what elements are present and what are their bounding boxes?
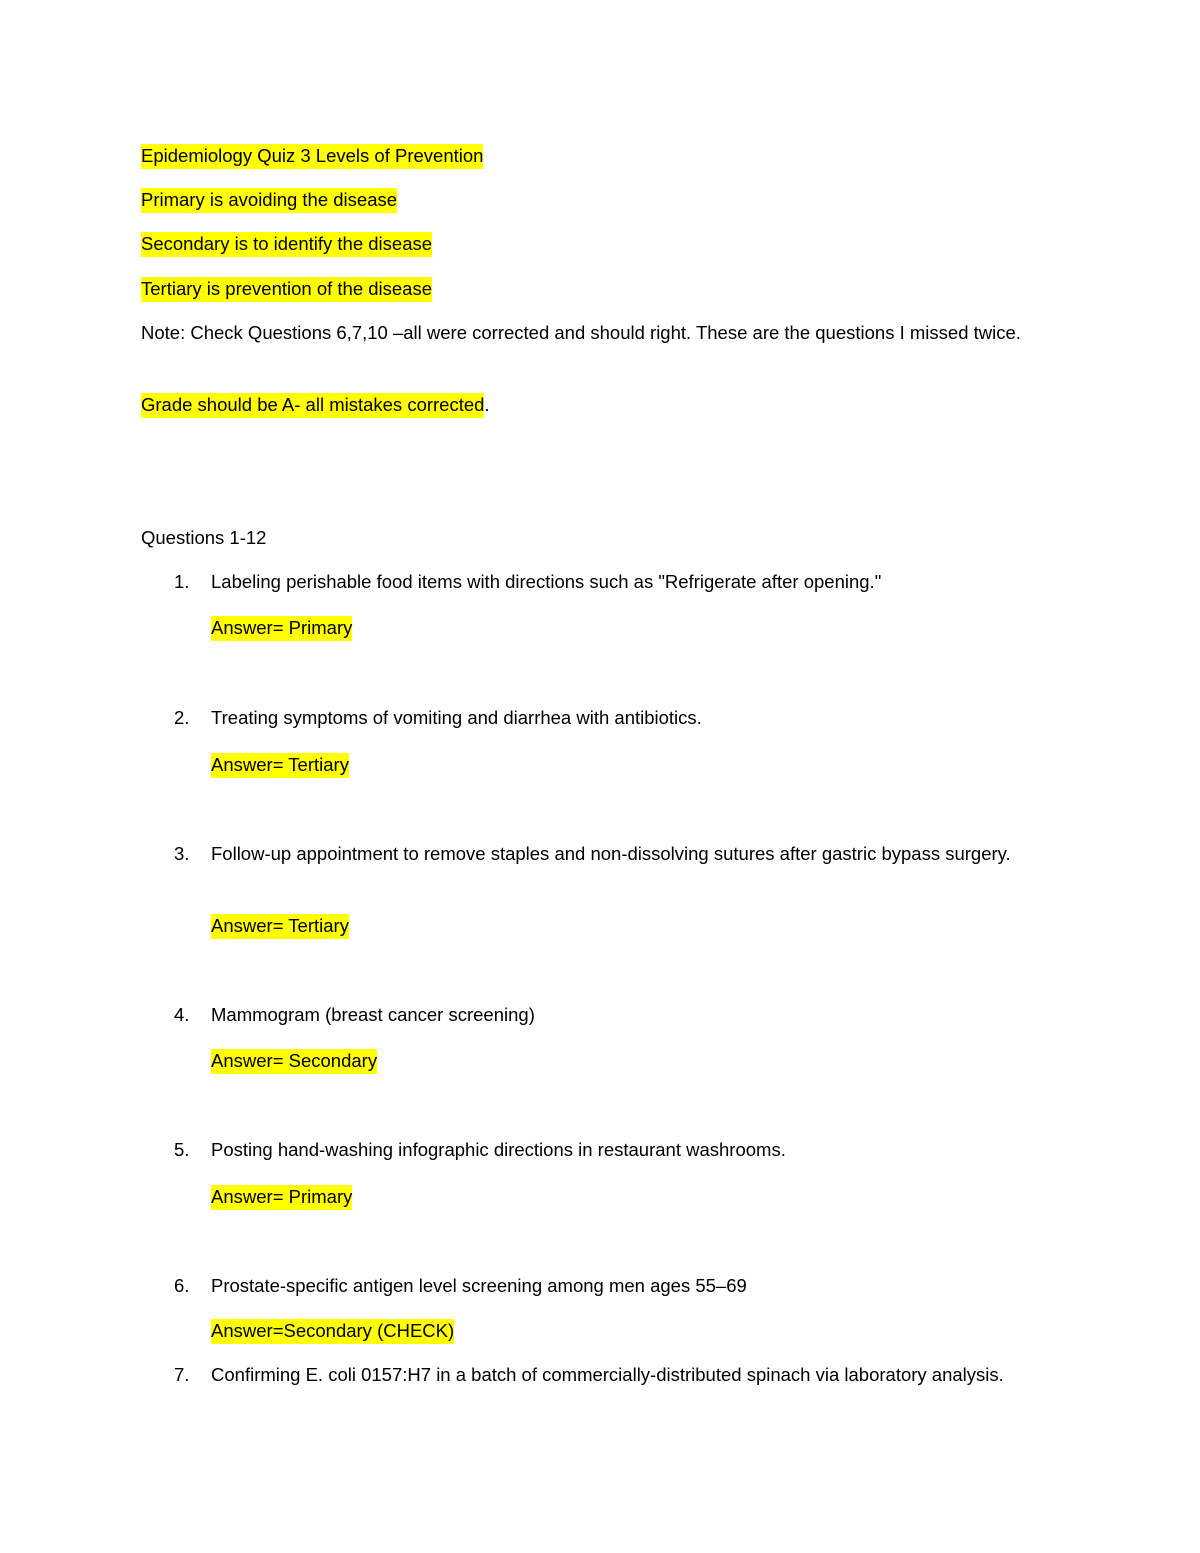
answer-line (211, 912, 349, 940)
answer-text: Answer= Primary (211, 616, 352, 641)
answer-text: Answer= Primary (211, 1185, 352, 1210)
note-paragraph: Note: Check Questions 6,7,10 –all were corrected and should right. These are the questions I missed twice. (141, 322, 1021, 343)
secondary-definition-text: Secondary is to identify the disease (141, 232, 432, 257)
tertiary-definition (141, 275, 432, 303)
answer-text: Answer=Secondary (CHECK) (211, 1319, 454, 1344)
question-text: Posting hand-washing infographic directions in restaurant washrooms. (211, 1139, 786, 1160)
answer-line (211, 1317, 454, 1345)
answer-line (211, 1047, 377, 1075)
question-number: 6. (174, 1275, 190, 1296)
answer-text: Answer= Tertiary (211, 914, 349, 939)
tertiary-definition-text: Tertiary is prevention of the disease (141, 277, 432, 302)
answer-line (211, 751, 349, 779)
question-number: 5. (174, 1139, 190, 1160)
question-text: Labeling perishable food items with directions such as "Refrigerate after opening." (211, 571, 882, 592)
doc-title (141, 142, 483, 170)
grade-text: Grade should be A- all mistakes corrected (141, 393, 484, 418)
answer-text: Answer= Secondary (211, 1049, 377, 1074)
question-number: 4. (174, 1004, 190, 1025)
answer-line (211, 614, 352, 642)
doc-title-text: Epidemiology Quiz 3 Levels of Prevention (141, 144, 483, 169)
question-number: 7. (174, 1364, 190, 1385)
question-number: 2. (174, 707, 190, 728)
question-text: Confirming E. coli 0157:H7 in a batch of commercially-distributed spinach via laboratory analysis. (211, 1364, 1004, 1385)
primary-definition (141, 186, 397, 214)
answer-text: Answer= Tertiary (211, 753, 349, 778)
grade-line (141, 391, 490, 419)
question-text: Treating symptoms of vomiting and diarrhea with antibiotics. (211, 707, 702, 728)
question-number: 3. (174, 843, 190, 864)
grade-period: . (484, 394, 490, 415)
section-title: Questions 1-12 (141, 527, 267, 548)
question-text: Prostate-specific antigen level screening among men ages 55–69 (211, 1275, 747, 1296)
primary-definition-text: Primary is avoiding the disease (141, 188, 397, 213)
secondary-definition (141, 230, 432, 258)
question-text: Mammogram (breast cancer screening) (211, 1004, 535, 1025)
question-text: Follow-up appointment to remove staples and non-dissolving sutures after gastric bypass surgery. (211, 843, 1011, 864)
question-number: 1. (174, 571, 190, 592)
answer-line (211, 1183, 352, 1211)
